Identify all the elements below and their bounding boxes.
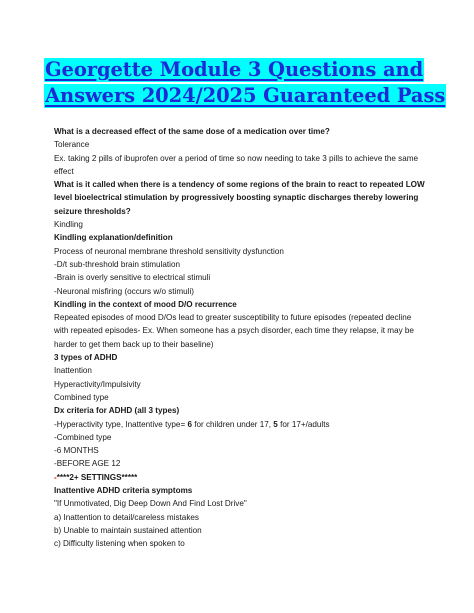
answer-6-dash: - bbox=[54, 472, 57, 482]
answer-7-mnemonic: "If Unmotivated, Dig Deep Down And Find Lost Drive" bbox=[54, 499, 247, 509]
answer-5-line-1: Inattention bbox=[54, 366, 92, 376]
question-4: Kindling in the context of mood D/O recurrence bbox=[54, 299, 237, 309]
answer-6-line-3: -6 MONTHS bbox=[54, 446, 99, 456]
answer-6-count-children: 6 bbox=[187, 419, 192, 429]
answer-5-line-2: Hyperactivity/Impulsivity bbox=[54, 379, 141, 389]
answer-4: Repeated episodes of mood D/Os lead to greater susceptibility to future episodes (repeated decline with repeated episodes- Ex. When someone has a psych disorder, each time they relapse, it may be harder to get them back up to their baseline) bbox=[54, 313, 414, 349]
answer-7-item-a: a) Inattention to detail/careless mistakes bbox=[54, 512, 199, 522]
answer-6-line-2: -Combined type bbox=[54, 432, 112, 442]
answer-3-line-2: -D/t sub-threshold brain stimulation bbox=[54, 259, 180, 269]
answer-1-example: Ex. taking 2 pills of ibuprofen over a period of time so now needing to take 3 pills to achieve the same effect bbox=[54, 153, 419, 176]
answer-3-line-4: -Neuronal misfiring (occurs w/o stimuli) bbox=[54, 286, 194, 296]
answer-6-line-1-post: for 17+/adults bbox=[277, 419, 330, 429]
question-1: What is a decreased effect of the same dose of a medication over time? bbox=[54, 127, 330, 136]
answer-1-term: Tolerance bbox=[54, 140, 90, 150]
question-3: Kindling explanation/definition bbox=[54, 233, 173, 243]
answer-6-settings: ****2+ SETTINGS***** bbox=[56, 472, 138, 482]
title-line-2: Answers 2024/2025 Guaranteed Pass bbox=[45, 84, 446, 107]
question-5: 3 types of ADHD bbox=[54, 353, 118, 363]
document-title bbox=[44, 58, 446, 110]
answer-3-line-1: Process of neuronal membrane threshold sensitivity dysfunction bbox=[54, 246, 284, 256]
question-2: What is it called when there is a tendency of some regions of the brain to react to repeated LOW level bioelectrical stimulation by progressively boosting synaptic discharges thereby lowering seizure thresholds? bbox=[54, 180, 425, 216]
answer-7-item-b: b) Unable to maintain sustained attention bbox=[54, 525, 202, 535]
answer-6-line-4: -BEFORE AGE 12 bbox=[54, 459, 121, 469]
answer-6-line-1-mid: for children under 17, bbox=[191, 419, 274, 429]
answer-6-line-1-pre: -Hyperactivity type, Inattentive type= bbox=[54, 419, 188, 429]
answer-3-line-3: -Brain is overly sensitive to electrical stimuli bbox=[54, 273, 211, 283]
answer-6-line-5 bbox=[54, 471, 426, 484]
answer-2: Kindling bbox=[54, 220, 83, 230]
title-line-1: Georgette Module 3 Questions and bbox=[45, 58, 424, 81]
question-7: Inattentive ADHD criteria symptoms bbox=[54, 486, 193, 496]
answer-7-item-c: c) Difficulty listening when spoken to bbox=[54, 539, 185, 549]
answer-5-line-3: Combined type bbox=[54, 392, 109, 402]
qa-content bbox=[54, 125, 426, 551]
answer-6-line-1 bbox=[54, 418, 426, 431]
answer-6-count-adults: 5 bbox=[273, 419, 278, 429]
question-6: Dx criteria for ADHD (all 3 types) bbox=[54, 406, 180, 416]
